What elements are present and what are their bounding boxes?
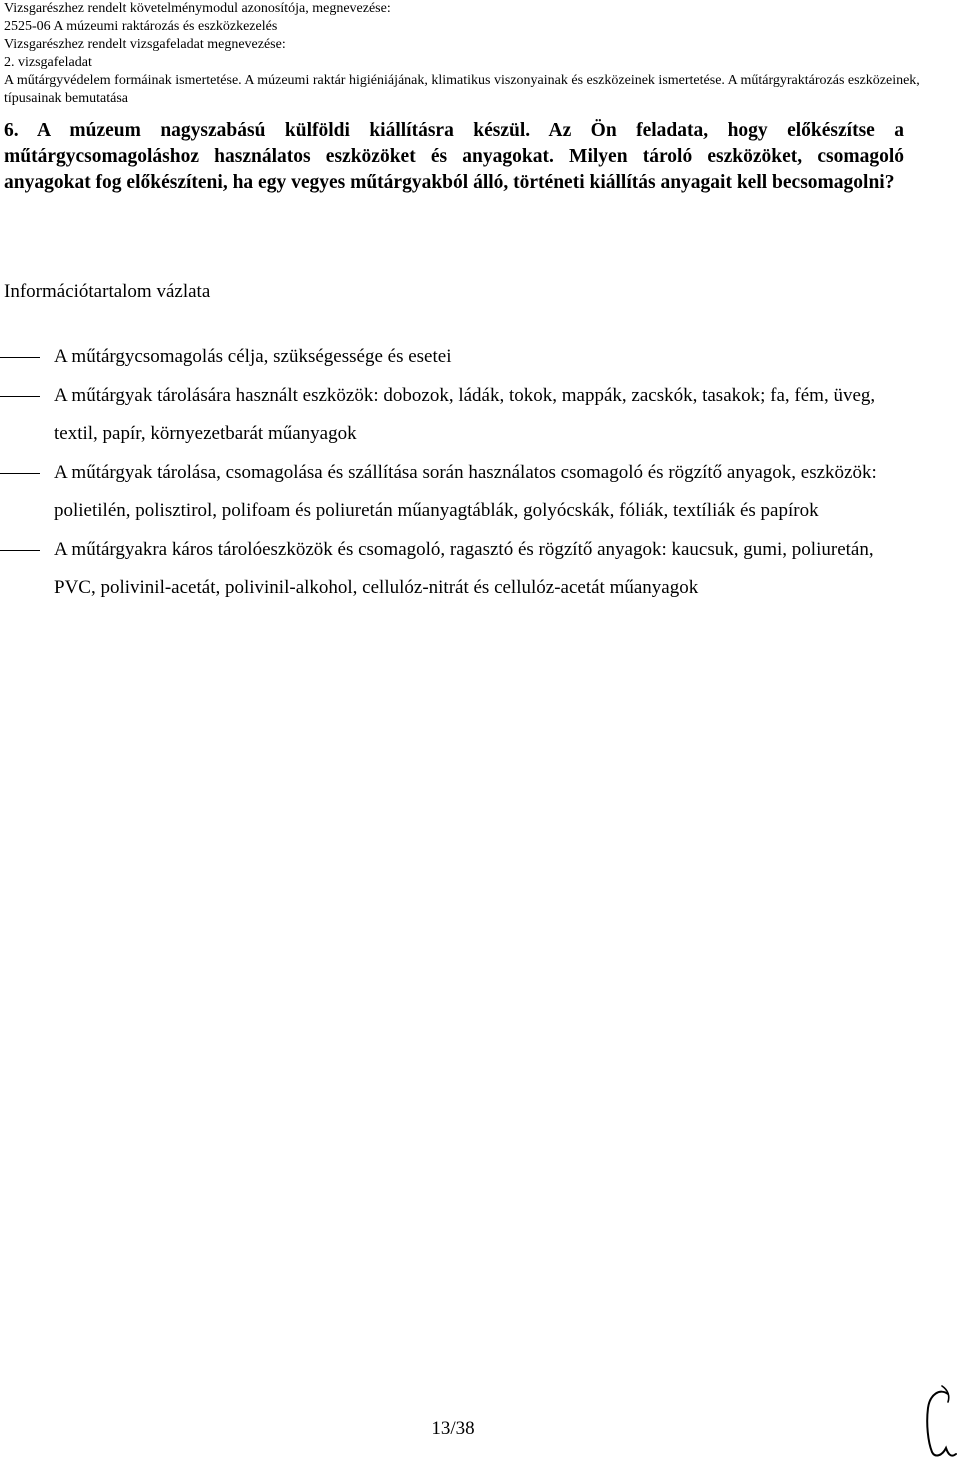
header-task-label: Vizsgarészhez rendelt vizsgafeladat megnevezése: (4, 37, 286, 52)
page-number: 13/38 (431, 1418, 475, 1439)
exam-question: 6. A múzeum nagyszabású külföldi kiállításra készül. Az Ön feladata, hogy előkészítse a műtárgycsomagoláshoz használatos eszközöket és anyagokat. Milyen tároló eszközöket, csomagoló anyagokat fog előkészíteni, ha egy vegyes műtárgyakból álló, történeti kiállítás anyagait kell becsomagolni? (4, 120, 904, 193)
header-module-name: 2525-06 A múzeumi raktározás és eszközkezelés (4, 19, 278, 34)
list-item-text: A műtárgyak tárolására használt eszközök: dobozok, ládák, tokok, mappák, zacskók, tasakok; fa, fém, üveg, textil, papír, környezetbarát műanyagok (54, 384, 876, 444)
header-task-description: A műtárgyvédelem formáinak ismertetése. A múzeumi raktár higiéniájának, klimatikus viszonyainak és eszközeinek ismertetése. A műtárgyraktározás eszközeinek, típusainak bemutatása (4, 73, 920, 106)
header-task-name: 2. vizsgafeladat (4, 55, 92, 70)
list-item (0, 377, 904, 454)
dash-bullet-icon (0, 550, 40, 551)
list-item (0, 338, 904, 377)
list-item-text: A műtárgycsomagolás célja, szükségessége és esetei (54, 346, 452, 367)
document-header (4, 0, 944, 108)
list-item-text: A műtárgyakra káros tárolóeszközök és csomagoló, ragasztó és rögzítő anyagok: kaucsuk, gumi, poliuretán, PVC, polivinil-acetát, polivinil-alkohol, cellulóz-nitrát és cellulóz-acetát műanyagok (54, 538, 874, 598)
list-item-text: A műtárgyak tárolása, csomagolása és szállítása során használatos csomagoló és rögzítő anyagok, eszközök: polietilén, polisztirol, polifoam és poliuretán műanyagtáblák, golyócskák, fóliák, textíliák és papírok (54, 461, 877, 521)
list-item (0, 454, 904, 531)
outline-list (0, 338, 960, 608)
header-module-label: Vizsgarészhez rendelt követelménymodul azonosítója, megnevezése: (4, 1, 391, 16)
signature-initial (918, 1384, 960, 1463)
outline-heading: Információtartalom vázlata (4, 281, 211, 302)
dash-bullet-icon (0, 357, 40, 358)
list-item (0, 531, 904, 608)
dash-bullet-icon (0, 473, 40, 474)
dash-bullet-icon (0, 396, 40, 397)
